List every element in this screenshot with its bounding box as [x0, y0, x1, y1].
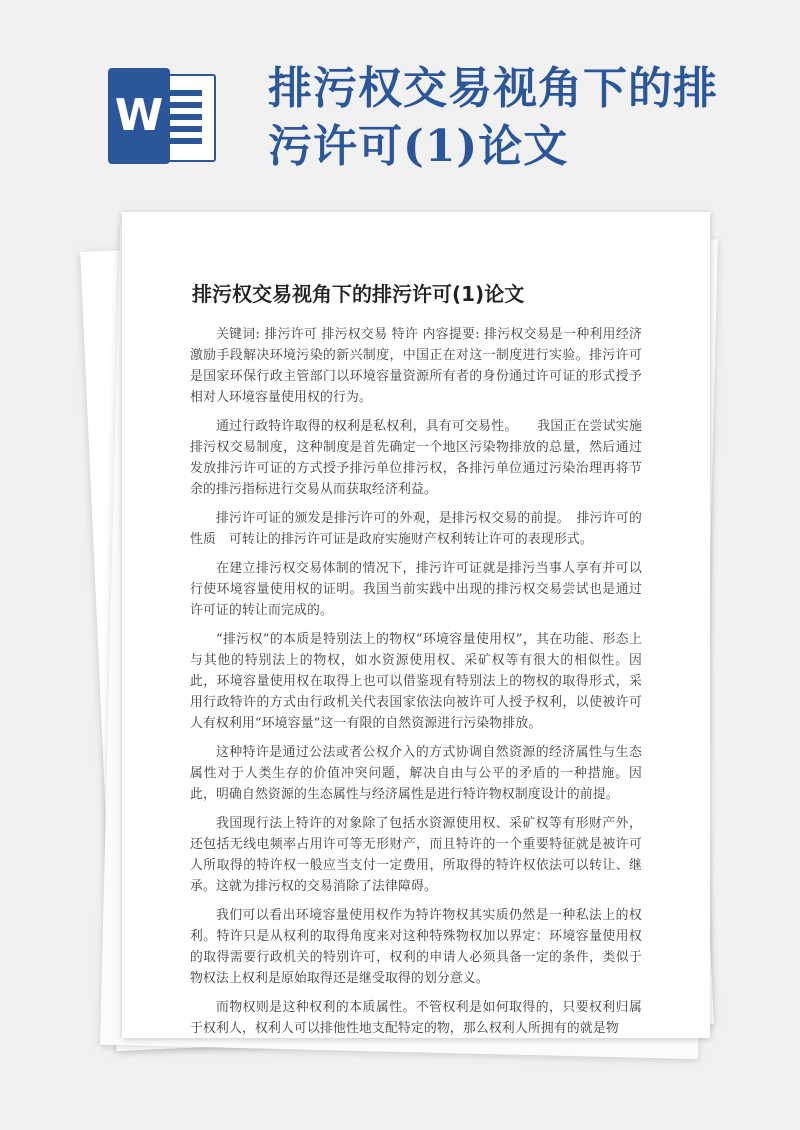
- paragraph: 通过行政特许取得的权利是私权利，具有可交易性。 我国正在尝试实施排污权交易制度，这种制度是首先确定一个地区污染物排放的总量，然后通过发放排污许可证的方式授予排污单位排污权，各排污单位通过污染治理再将节余的排污指标进行交易从而获取经济利益。: [190, 419, 642, 497]
- paragraph: 我国现行法上特许的对象除了包括水资源使用权、采矿权等有形财产外，还包括无线电频率占用许可等无形财产，而且特许的一个重要特征就是被许可人所取得的特许权一般应当支付一定费用，所取得的特许权依法可以转让、继承。这就为排污权的交易消除了法律障碍。: [190, 816, 642, 894]
- word-letter-badge: W: [108, 68, 170, 164]
- page-title: 排污权交易视角下的排污许可(1)论文: [268, 63, 718, 172]
- document-title: 排污权交易视角下的排污许可(1)论文: [192, 282, 525, 306]
- paragraph: 这种特许是通过公法或者公权介入的方式协调自然资源的经济属性与生态属性对于人类生存的价值冲突问题，解决自由与公平的矛盾的一种措施。因此，明确自然资源的生态属性与经济属性是进行特许物权制度设计的前提。: [190, 745, 642, 802]
- paragraph: 排污许可证的颁发是排污许可的外观，是排污权交易的前提。 排污许可的性质 可转让的排污许可证是政府实施财产权利转让许可的表现形式。: [190, 511, 642, 547]
- paragraph: 而物权则是这种权利的本质属性。不管权利是如何取得的，只要权利归属于权利人，权利人可以排他性地支配特定的物，那么权利人所拥有的就是物: [190, 1000, 642, 1036]
- paragraph: 关键词: 排污许可 排污权交易 特许 内容提要: 排污权交易是一种利用经济激励手段解决环境污染的新兴制度，中国正在对这一制度进行实验。排污许可是国家环保行政主管部门以环境容量资源所有者的身份通过许可证的形式授予相对人环境容量使用权的行为。: [190, 327, 642, 405]
- paragraph: 我们可以看出环境容量使用权作为特许物权其实质仍然是一种私法上的权利。特许只是从权利的取得角度来对这种特殊物权加以界定：环境容量使用权的取得需要行政机关的特别许可，权利的申请人必须具备一定的条件，类似于物权法上权利是原始取得还是继受取得的划分意义。: [190, 908, 642, 986]
- document-page: [122, 212, 710, 1038]
- header: [0, 0, 800, 210]
- paragraph: “排污权”的本质是特别法上的物权“环境容量使用权”，其在功能、形态上与其他的特别法上的物权，如水资源使用权、采矿权等有很大的相似性。因此，环境容量使用权在取得上也可以借鉴现有特别法上的物权的取得形式，采用行政特许的方式由行政机关代表国家依法向被许可人授予权利，以使被许可人有权利用“环境容量”这一有限的自然资源进行污染物排放。: [190, 632, 642, 731]
- document-body: [190, 324, 642, 1038]
- paragraph: 在建立排污权交易体制的情况下，排污许可证就是排污当事人享有并可以行使环境容量使用权的证明。我国当前实践中出现的排污权交易尝试也是通过许可证的转让而完成的。: [190, 561, 642, 618]
- word-document-icon: [108, 68, 216, 164]
